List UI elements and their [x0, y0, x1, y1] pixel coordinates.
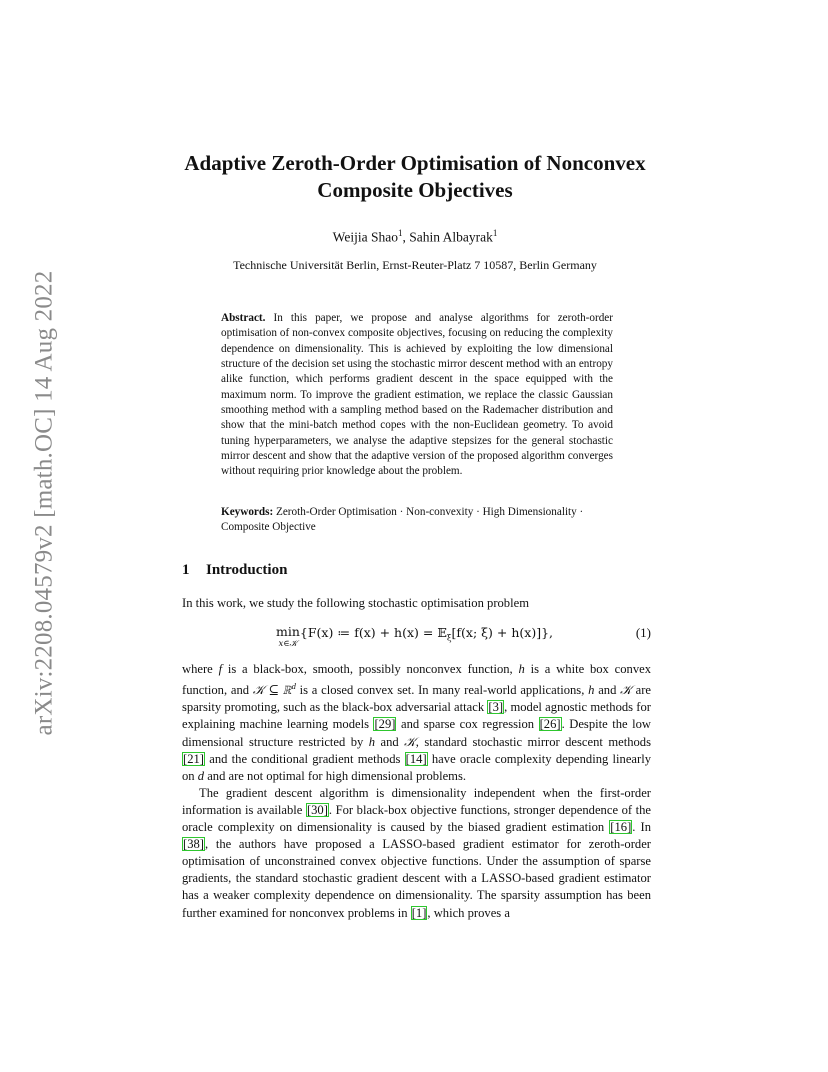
math-symbol: h — [368, 734, 376, 749]
math-symbol: h — [518, 662, 525, 676]
citation-link[interactable]: [26] — [539, 717, 561, 732]
math-symbol: d — [291, 681, 296, 692]
text-run: are sparsity promoting, such as the black-box adversarial attack — [182, 683, 652, 715]
citation-link[interactable]: [21] — [183, 751, 204, 766]
math-symbol: h — [588, 683, 595, 698]
equation-number: (1) — [635, 625, 651, 640]
citation-link[interactable]: [3] — [488, 700, 504, 715]
text-run: is a black-box, smooth, possibly nonconvex function, — [222, 662, 519, 676]
section-title: Introduction — [206, 562, 288, 578]
text-run: , standard stochastic mirror descent methods — [415, 734, 651, 749]
math-symbol: 𝒦 — [620, 683, 632, 698]
text-run: where — [182, 662, 219, 676]
abstract — [221, 311, 613, 480]
math-symbol: 𝒦 — [404, 734, 416, 749]
citation-link[interactable]: [29] — [374, 717, 396, 732]
author-affiliation-mark: 1 — [492, 228, 498, 238]
paragraph — [182, 785, 651, 922]
equation-1 — [182, 623, 651, 657]
equation-subscript: ξ — [446, 633, 452, 644]
author-affiliation-mark: 1 — [397, 228, 403, 238]
paragraph — [182, 661, 651, 785]
abstract-label: Abstract. — [221, 312, 266, 324]
citation-link[interactable]: [1] — [411, 905, 427, 920]
citation-link[interactable]: [14] — [405, 751, 427, 766]
text-run: is a closed convex set. In many real-world applications, — [295, 683, 589, 698]
author-name: Weijia Shao — [332, 229, 398, 245]
citation-link[interactable]: [38] — [183, 837, 204, 852]
text-run: , which proves a — [427, 905, 510, 920]
text-run: . Despite the low dimensional structure restricted by — [182, 717, 651, 749]
equation-min-label: min — [276, 624, 300, 639]
math-symbol: f — [218, 662, 223, 676]
keywords-label: Keywords: — [221, 506, 274, 518]
keywords — [221, 505, 616, 536]
math-symbol: 𝒦 ⊆ ℝ — [252, 683, 292, 698]
text-run: , model agnostic methods for explaining machine learning models — [182, 700, 651, 732]
text-run: . In — [632, 820, 651, 835]
text-run: The gradient descent algorithm is dimensionality independent when the first-order information is available — [182, 785, 651, 817]
authors: Weijia Shao$^1$, Sahin Albayrak$^1$ — [332, 228, 498, 245]
text-run: and sparse cox regression — [396, 717, 539, 732]
arxiv-side-stamp — [24, 263, 64, 743]
text-run: , the authors have proposed a LASSO-based gradient estimator for zeroth-order optimisation of unconstrained convex objective functions. Under the assumption of sparse gradients, the standard stochastic gradient descent with a LASSO-based gradient estimator has a weaker complexity dependence on dimensionality. The sparsity assumption has been further examined for nonconvex problems in — [182, 837, 651, 920]
section-heading — [182, 562, 287, 579]
intro-sentence: In this work, we study the following stochastic optimisation problem — [182, 596, 529, 610]
author-name: Sahin Albayrak — [409, 229, 493, 245]
title-line-2: Composite Objectives — [317, 178, 513, 202]
abstract-text: In this paper, we propose and analyse algorithms for zeroth-order optimisation of non-convex composite objectives, focusing on reducing the complexity dependence on dimensionality. This is achieved by exploiting the low dimensional structure of the decision set using the stochastic mirror descent method with an entropy alike function, which performs gradient descent in the space equipped with the maximum norm. To improve the gradient estimation, we replace the classic Gaussian smoothing method with a sampling method based on the Rademacher distribution and show that the mini-batch method copes with the non-Euclidean geometry. To avoid tuning hyperparameters, we analyse the adaptive stepsizes for the general stochastic mirror descent and show that the adaptive version of the proposed algorithm converges without requiring prior knowledge about the problem. — [221, 312, 613, 478]
body-text — [182, 661, 651, 922]
citation-link[interactable]: [30] — [306, 802, 328, 817]
text-run: and are not optimal for high dimensional problems. — [204, 768, 467, 783]
equation-expression: {F(x) ≔ f(x) + h(x) = 𝔼 — [299, 625, 447, 640]
math-symbol: d — [197, 768, 205, 783]
text-run: and — [594, 683, 621, 698]
equation-expression-tail: [f(x; ξ) + h(x)]}, — [451, 625, 553, 640]
affiliation: Technische Universität Berlin, Ernst-Reuter-Platz 7 10587, Berlin Germany — [233, 258, 597, 272]
text-run: and — [375, 734, 405, 749]
text-run: . For black-box objective functions, stronger dependence of the oracle complexity on dimensionality is caused by the biased gradient estimation — [182, 802, 651, 835]
equation-body — [276, 625, 553, 651]
arxiv-identifier: arXiv:2208.04579v2 [math.OC] 14 Aug 2022 — [30, 270, 58, 736]
keywords-text: Zeroth-Order Optimisation · Non-convexity · High Dimensionality · Composite Objective — [221, 506, 584, 534]
title-line-1: Adaptive Zeroth-Order Optimisation of Nonconvex — [184, 151, 646, 175]
text-run: have oracle complexity depending linearly on — [182, 751, 652, 783]
section-number: 1 — [182, 562, 190, 578]
paper-title — [150, 150, 680, 204]
text-run: and the conditional gradient methods — [204, 751, 405, 766]
text-run: is a white box convex function, and — [182, 662, 652, 698]
citation-link[interactable]: [16] — [610, 820, 632, 835]
equation-min-operator — [276, 625, 300, 651]
equation-min-subscript: x∈𝒦 — [278, 639, 298, 649]
